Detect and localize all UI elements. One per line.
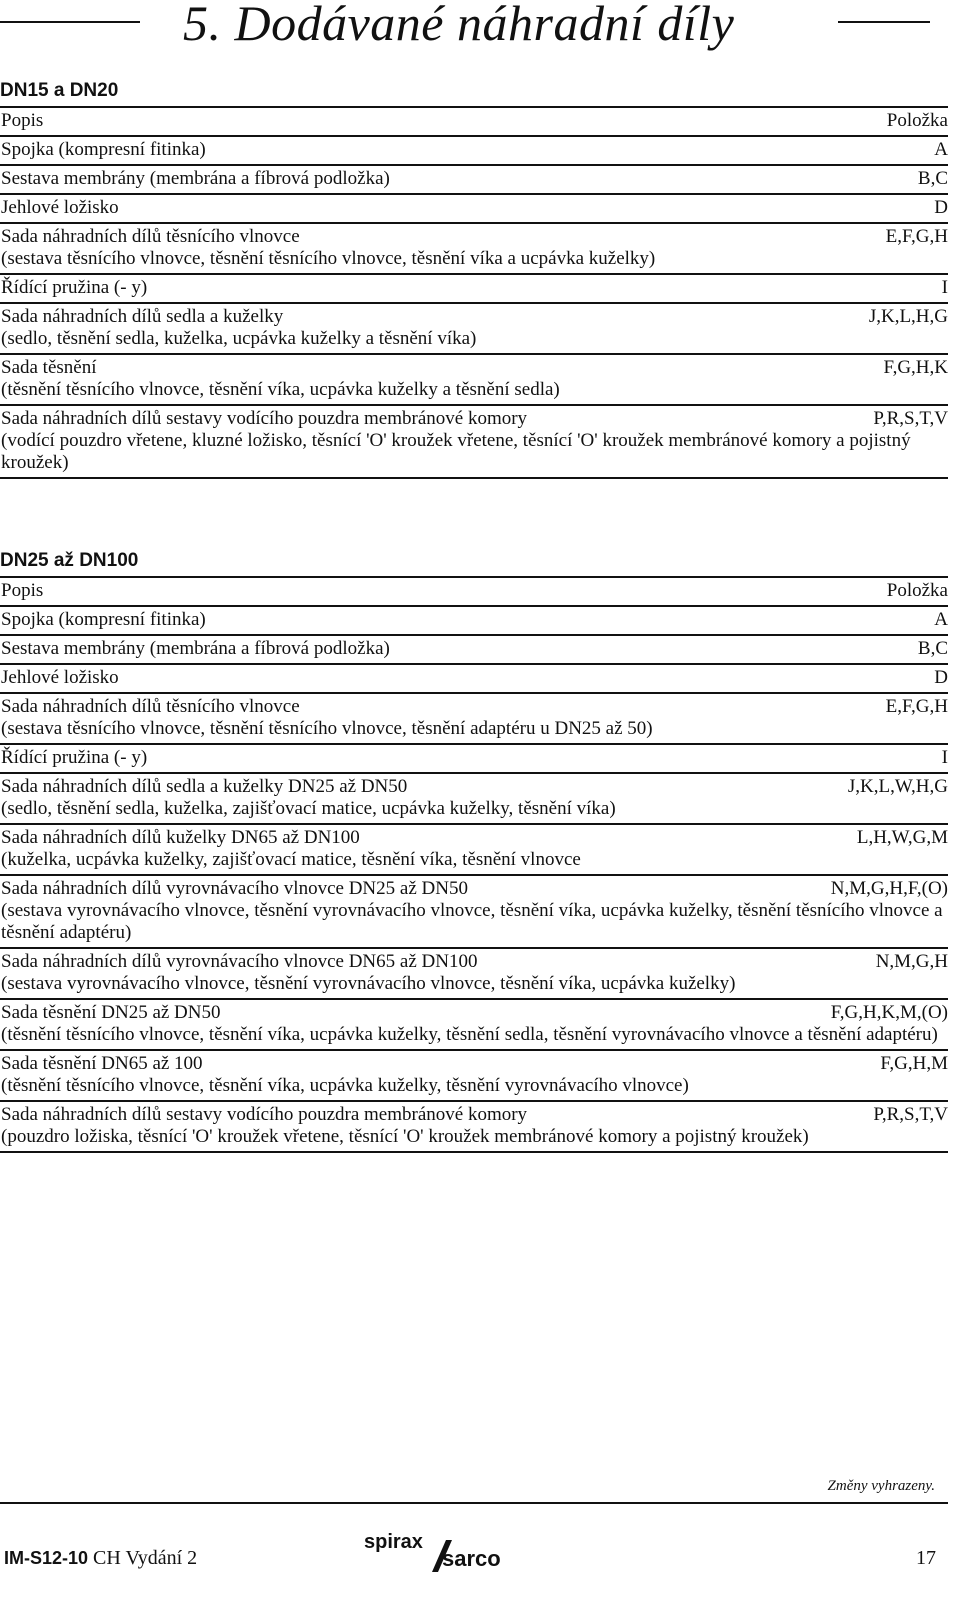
table-row [0,876,948,949]
title-rule-right [838,21,930,23]
table-row [0,1000,948,1051]
part-item-codes: D [934,667,948,688]
part-contents: (sestava těsnícího vlnovce, těsnění těsnícího vlnovce, těsnění víka a ucpávka kuželky) [1,248,656,269]
logo-text-top: spirax [364,1531,423,1553]
table-row [0,1051,948,1102]
table-header-row [0,578,948,607]
part-description: Sada náhradních dílů sestavy vodícího pouzdra membránové komory [1,1104,528,1125]
part-description: Sada těsnění DN65 až 100 [1,1053,203,1074]
part-description: Sada těsnění DN25 až DN50 [1,1002,221,1023]
part-contents: (sedlo, těsnění sedla, kuželka, zajišťovací matice, ucpávka kuželky, těsnění víka) [1,798,616,819]
part-item-codes: B,C [917,638,948,659]
table-row [0,774,948,825]
part-description: Spojka (kompresní fitinka) [1,139,206,160]
part-item-codes: N,M,G,H,F,(O) [830,878,948,899]
table-row [0,825,948,876]
part-contents: (kuželka, ucpávka kuželky, zajišťovací matice, těsnění víka, těsnění vlnovce [1,849,581,870]
table-row [0,665,948,694]
part-contents: (sestava vyrovnávacího vlnovce, těsnění vyrovnávacího vlnovce, těsnění víka, ucpávka kuželky, těsnění těsnícího vlnovce a těsnění adaptéru) [1,900,943,943]
part-description: Sada náhradních dílů těsnícího vlnovce [1,696,300,717]
part-contents: (těsnění těsnícího vlnovce, těsnění víka, ucpávka kuželky, těsnění sedla, těsnění vyrovnávacího vlnovce a těsnění adaptéru) [1,1024,938,1045]
table-body [0,607,948,1153]
part-item-codes: E,F,G,H [885,226,948,247]
part-description: Sada náhradních dílů vyrovnávacího vlnovce DN25 až DN50 [1,878,468,899]
part-contents: (pouzdro ložiska, těsnící 'O' kroužek vřetene, těsnící 'O' kroužek membránové komory a pojistný kroužek) [1,1126,809,1147]
part-description: Sada náhradních dílů sedla a kuželky DN25 až DN50 [1,776,408,797]
part-description: Sestava membrány (membrána a fíbrová podložka) [1,638,390,659]
table-row [0,224,948,275]
part-description: Řídící pružina (- y) [1,277,148,298]
part-item-codes: D [934,197,948,218]
part-contents: (těsnění těsnícího vlnovce, těsnění víka, ucpávka kuželky a těsnění sedla) [1,379,560,400]
part-item-codes: F,G,H,K,M,(O) [830,1002,948,1023]
part-item-codes: P,R,S,T,V [873,1104,948,1125]
page-title-bar [0,0,960,51]
part-item-codes: A [934,609,948,630]
part-description: Sada náhradních dílů vyrovnávacího vlnovce DN65 až DN100 [1,951,478,972]
document-code [4,1547,197,1570]
table-row [0,694,948,745]
part-item-codes: I [941,747,948,768]
part-contents: (sedlo, těsnění sedla, kuželka, ucpávka kuželky a těsnění víka) [1,328,477,349]
table-row [0,137,948,166]
part-description: Sada náhradních dílů těsnícího vlnovce [1,226,300,247]
table-row [0,745,948,774]
part-item-codes: E,F,G,H [885,696,948,717]
table-row [0,275,948,304]
part-item-codes: J,K,L,H,G [868,306,948,327]
part-item-codes: P,R,S,T,V [873,408,948,429]
table-header-row [0,108,948,137]
table-row [0,166,948,195]
table-row [0,1102,948,1153]
footer-note: Změny vyhrazeny. [827,1478,935,1494]
part-item-codes: N,M,G,H [875,951,948,972]
part-item-codes: F,G,H,M [880,1053,948,1074]
part-item-codes: A [934,139,948,160]
table-row [0,636,948,665]
section-dn25-dn100 [0,546,948,1153]
column-header-description: Popis [1,110,44,131]
table-row [0,304,948,355]
table-body [0,137,948,479]
part-item-codes: I [941,277,948,298]
part-description: Řídící pružina (- y) [1,747,148,768]
footer-rule [0,1502,948,1504]
part-item-codes: J,K,L,W,H,G [847,776,948,797]
part-item-codes: F,G,H,K [883,357,948,378]
part-description: Sada náhradních dílů sedla a kuželky [1,306,284,327]
part-description: Sada náhradních dílů sestavy vodícího pouzdra membránové komory [1,408,528,429]
part-description: Jehlové ložisko [1,667,119,688]
part-description: Jehlové ložisko [1,197,119,218]
part-description: Spojka (kompresní fitinka) [1,609,206,630]
table-row [0,607,948,636]
part-description: Sestava membrány (membrána a fíbrová podložka) [1,168,390,189]
part-contents: (sestava vyrovnávacího vlnovce, těsnění vyrovnávacího vlnovce, těsnění víka, ucpávka kuželky) [1,973,736,994]
part-description: Sada náhradních dílů kuželky DN65 až DN100 [1,827,360,848]
page-title: 5. Dodávané náhradní díly [183,0,735,51]
column-header-item: Položka [886,580,948,601]
part-description: Sada těsnění [1,357,97,378]
section-heading: DN15 a DN20 [0,76,948,108]
document-edition: CH Vydání 2 [93,1547,198,1569]
column-header-description: Popis [1,580,44,601]
part-contents: (vodící pouzdro vřetene, kluzné ložisko, těsnící 'O' kroužek vřetene, těsnící 'O' kroužek membránové komory a pojistný kroužek) [1,430,911,473]
section-heading: DN25 až DN100 [0,546,948,578]
table-row [0,406,948,479]
section-dn15-dn20 [0,76,948,479]
part-item-codes: L,H,W,G,M [856,827,948,848]
column-header-item: Položka [886,110,948,131]
table-row [0,195,948,224]
part-contents: (sestava těsnícího vlnovce, těsnění těsnícího vlnovce, těsnění adaptéru u DN25 až 50) [1,718,653,739]
table-row [0,355,948,406]
document-code-id: IM-S12-10 [4,1548,89,1568]
part-item-codes: B,C [917,168,948,189]
part-contents: (těsnění těsnícího vlnovce, těsnění víka, ucpávka kuželky, těsnění vyrovnávacího vlnovce) [1,1075,689,1096]
title-rule-left [0,21,140,23]
table-row [0,949,948,1000]
spirax-sarco-logo [362,1530,532,1575]
page-number: 17 [916,1547,936,1569]
logo-text-bottom: sarco [442,1546,501,1571]
